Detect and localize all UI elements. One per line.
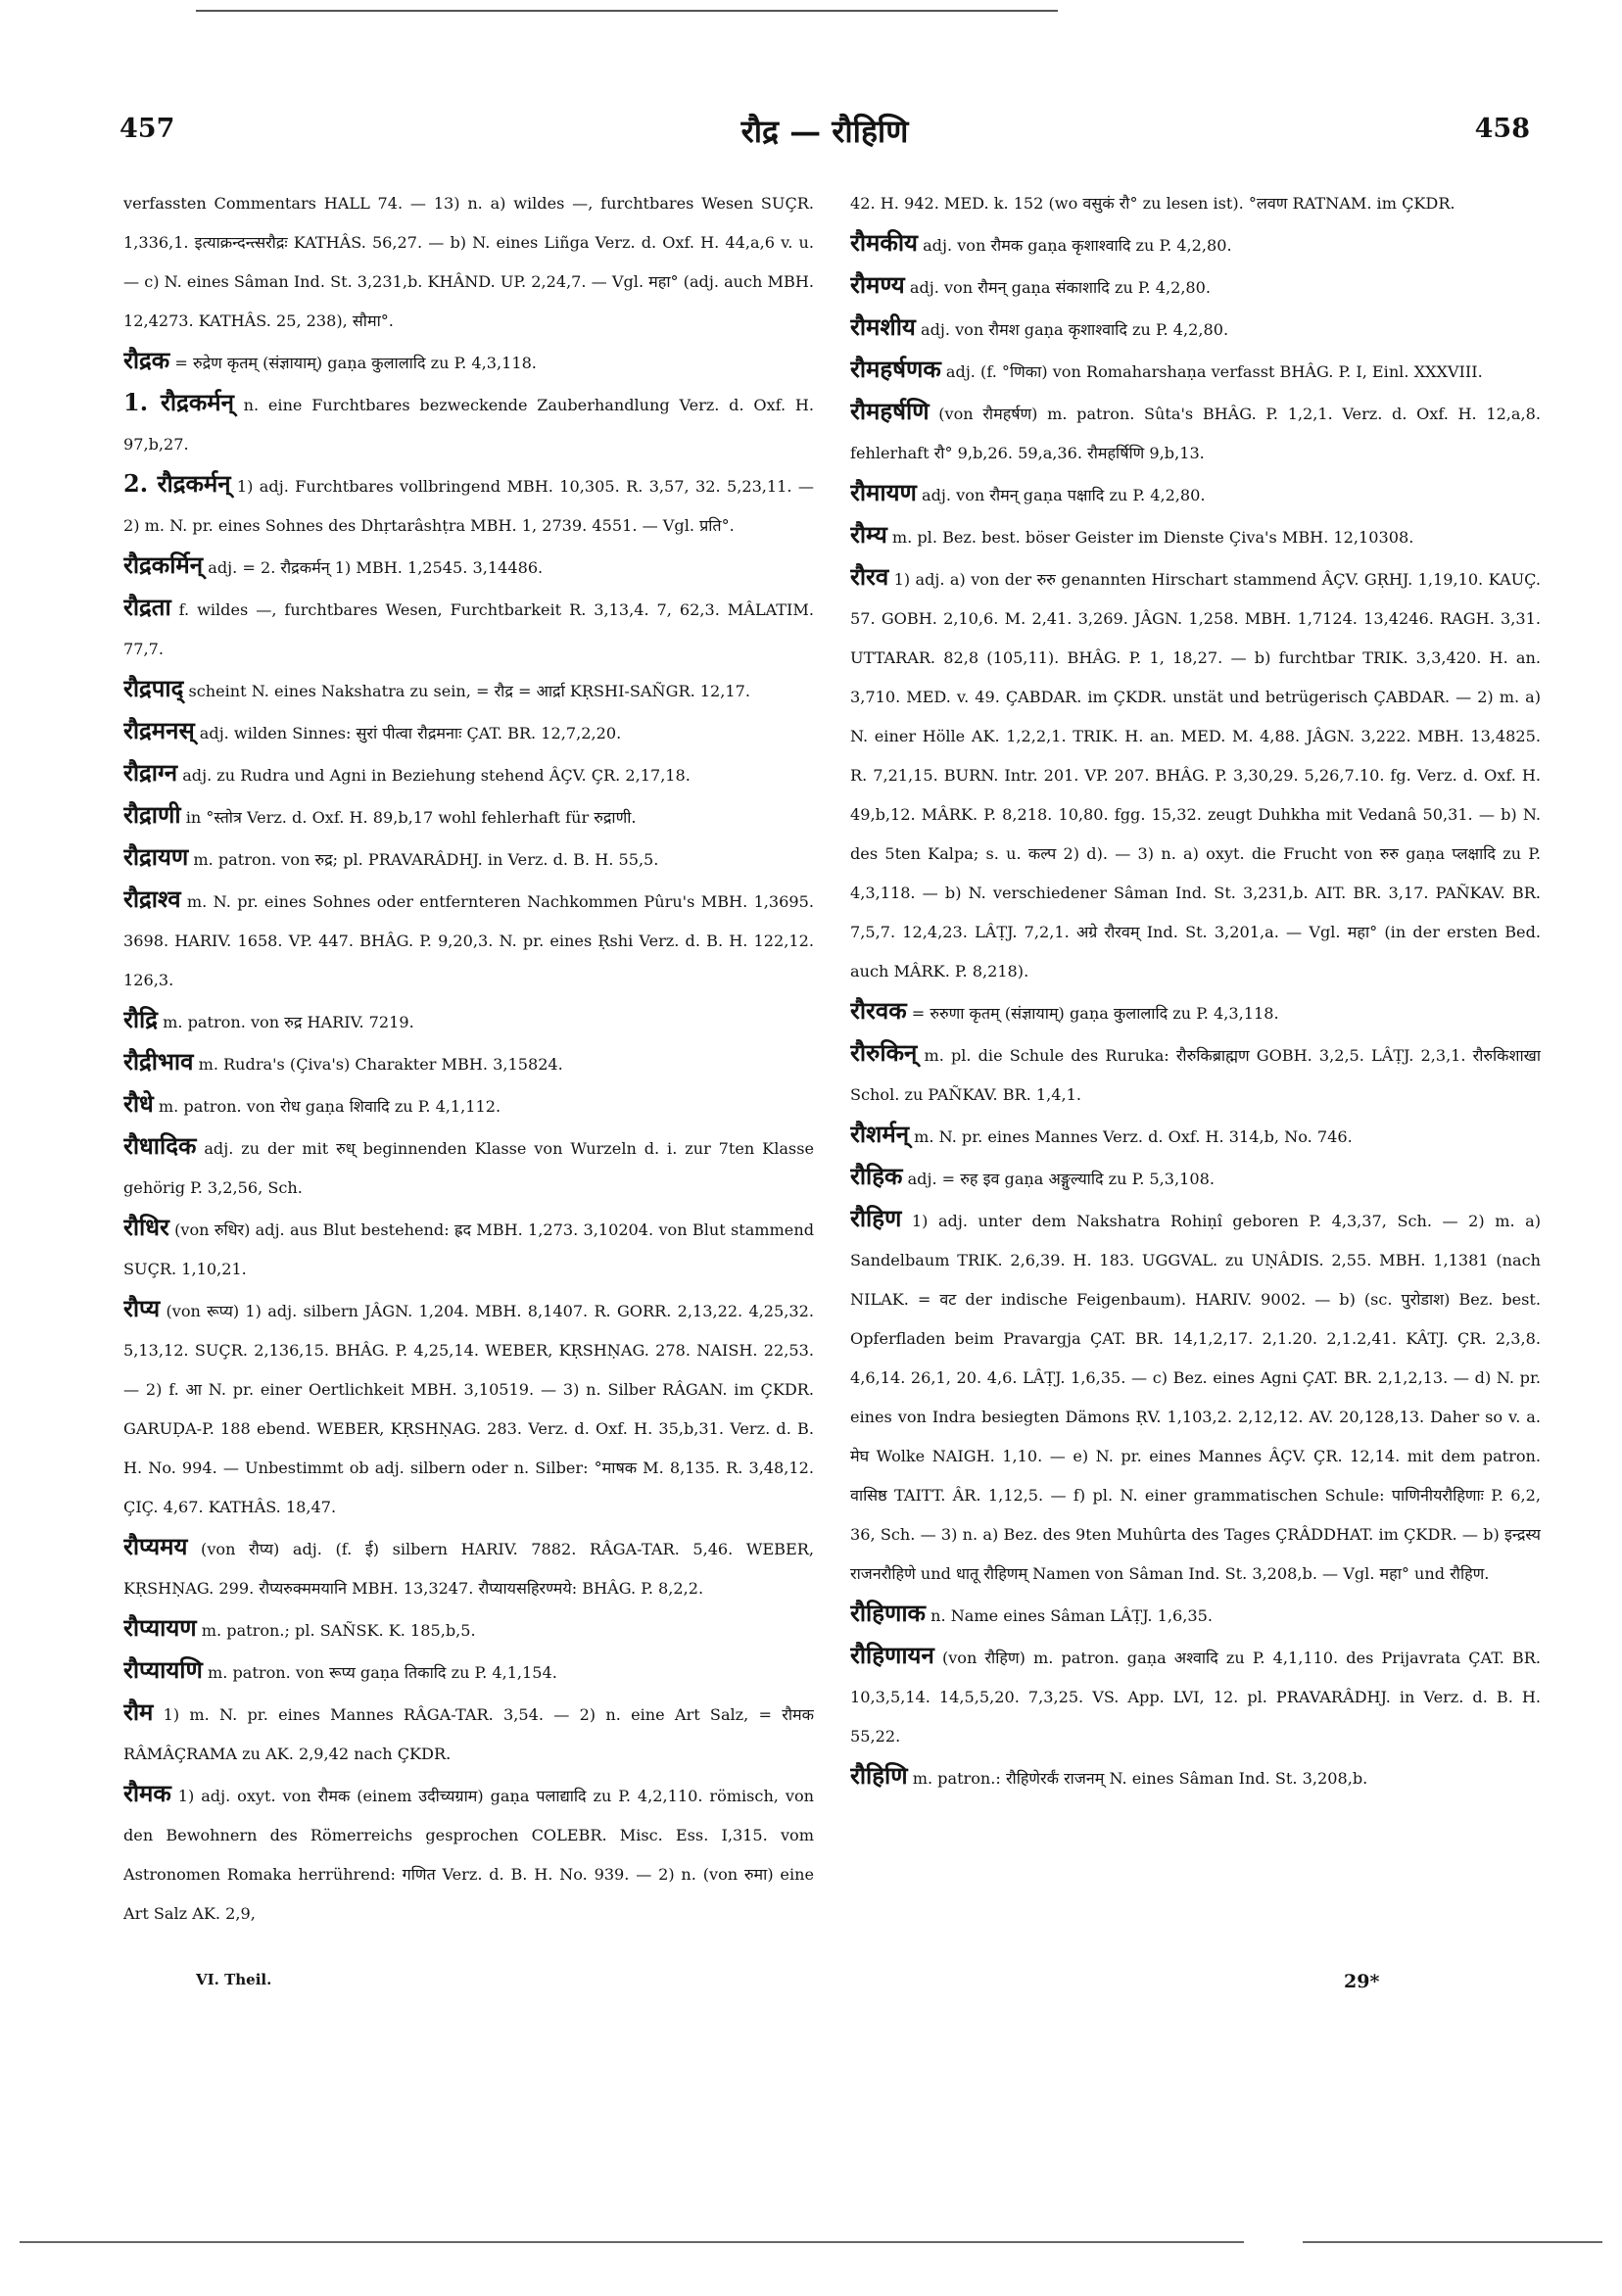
headword: रौद्रीभाव [123,1047,194,1076]
entry-text: m. pl. Bez. best. böser Geister im Dienste Çiva's MBH. 12,10308. [891,528,1414,547]
headword: रौमायण [850,478,917,506]
entry-text: adj. = 2. रौद्रकर्मन् 1) MBH. 1,2545. 3,14486. [208,558,544,577]
headword: रौहिण [850,1204,902,1232]
sheet-signature: VI. Theil. [196,1971,272,1988]
dictionary-entry [850,350,1541,392]
entry-text: m. patron.; pl. SAÑSK. K. 185,b,5. [201,1621,476,1640]
entry-text: (von रौमहर्षण) m. patron. Sûta's BHÂG. P. 1,2,1. Verz. d. Oxf. H. 12,a,8. fehlerhaft रौ° 9,b,26. 59,a,36. रौमहर्षिणि 9,b,13. [850,405,1541,462]
dictionary-entry [123,1084,814,1126]
dictionary-entry [850,1115,1541,1157]
entry-text: m. pl. die Schule des Ruruka: रौरुकिब्राह्मण GOBH. 3,2,5. LÂṬJ. 2,3,1. रौरुकिशाखा Schol. zu PAÑKAV. BR. 1,4,1. [850,1046,1541,1104]
headword: रौद्राश्व [123,885,181,913]
dictionary-entry [850,392,1541,473]
dictionary-entry [123,1042,814,1084]
dictionary-entry [123,711,814,753]
bottom-rule-right [1303,2241,1602,2243]
headword: रौरुकिन् [850,1038,918,1067]
dictionary-entry [123,1693,814,1774]
dictionary-entry [123,1527,814,1608]
headword: रौमकीय [850,228,918,257]
entry-text: m. patron. von रुद्र HARIV. 7219. [163,1013,414,1031]
entry-text: adj. von रौमन् gaṇa संकाशादि zu P. 4,2,80. [909,278,1212,297]
headword: रौप्यायण [123,1613,197,1642]
entry-text: m. N. pr. eines Sohnes oder entfernteren Nachkommen Pûru's MBH. 1,3695. 3698. HARIV. 1658. VP. 447. BHÂG. P. 9,20,3. N. pr. eines Ṛshi Verz. d. B. H. 122,12. 126,3. [123,892,814,989]
entry-text: 42. H. 942. MED. k. 152 (wo वसुकं रौ° zu lesen ist). °लवण RATNAM. im ÇKDR. [850,194,1455,213]
entry-text: 1) adj. oxyt. von रौमक (einem उदीच्यग्राम) gaṇa पलाद्यादि zu P. 4,2,110. römisch, von den Bewohnern des Römerreichs gesprochen COLEBR. Misc. Ess. I,315. vom Astronomen Romaka herrührend: गणित Verz. d. B. H. No. 939. — 2) n. (von रुमा) eine Art Salz AK. 2,9, [123,1787,814,1923]
entry-text: adj. zu der mit रुध् beginnenden Klasse von Wurzeln d. i. zur 7ten Klasse gehörig P. 3,2,56, Sch. [123,1139,814,1197]
bottom-rule-left [20,2241,1244,2243]
page-number-left: 457 [119,114,175,144]
dictionary-entry [850,1756,1541,1798]
dictionary-entry [123,1208,814,1289]
entry-text: m. patron. von रूप्य gaṇa तिकादि zu P. 4,1,154. [208,1663,557,1682]
dictionary-entry [850,1157,1541,1199]
dictionary-entry [123,1774,814,1934]
headword: रौधिर [123,1213,169,1241]
entry-text: n. Name eines Sâman LÂṬJ. 1,6,35. [930,1606,1213,1625]
dictionary-entry [123,837,814,880]
dictionary-entry [123,1650,814,1693]
dictionary-entry [123,588,814,669]
headword: रौमक [123,1779,171,1807]
entry-text: scheint N. eines Nakshatra zu sein, = रौद्र = आर्द्रा KṚSHI-SAÑGR. 12,17. [188,682,750,700]
dictionary-entry [850,1636,1541,1756]
headword: रौम्य [850,520,887,549]
entry-text: (von रूप्य) 1) adj. silbern JÂGN. 1,204. MBH. 8,1407. R. GORR. 2,13,22. 4,25,32. 5,13,12. SUÇR. 2,136,15. BHÂG. P. 4,25,14. WEBER, KṚSHṆAG. 278. NAISH. 22,53. — 2) f. आ N. pr. einer Oertlichkeit MBH. 3,10519. — 3) n. Silber RÂGAN. im ÇKDR. GARUḌA-P. 188 ebend. WEBER, KṚSHṆAG. 283. Verz. d. Oxf. H. 35,b,31. Verz. d. B. H. No. 994. — Unbestimmt ob adj. silbern oder n. Silber: °माषक M. 8,135. R. 3,48,12. ÇIÇ. 4,67. KATHÂS. 18,47. [123,1302,814,1516]
entry-text: m. Rudra's (Çiva's) Charakter MBH. 3,15824. [198,1055,563,1074]
headword: रौरवक [850,996,907,1025]
entry-text: m. patron. von रोध gaṇa शिवादि zu P. 4,1,112. [158,1097,501,1116]
running-head: रौद्र — रौहिणि [740,113,909,150]
dictionary-entry [123,184,814,341]
dictionary-entry [850,184,1541,223]
entry-text: = रुद्रेण कृतम् (संज्ञायाम्) gaṇa कुलालादि zu P. 4,3,118. [174,354,537,372]
entry-text: 1) m. N. pr. eines Mannes RÂGA-TAR. 3,54. — 2) n. eine Art Salz, = रौमक RÂMÂÇRAMA zu AK. 2,9,42 nach ÇKDR. [123,1705,814,1763]
headword: रौहिणायन [850,1641,934,1669]
headword: रौरव [850,562,889,591]
headword: 1. रौद्रकर्मन् [123,388,234,416]
headword: रौप्य [123,1294,161,1322]
dictionary-entry [123,1126,814,1208]
entry-text: m. N. pr. eines Mannes Verz. d. Oxf. H. 314,b, No. 746. [914,1127,1353,1146]
entry-text: 1) adj. Furchtbares vollbringend MBH. 10,305. R. 3,57, 32. 5,23,11. — 2) m. N. pr. eines Sohnes des Dhṛtarâshṭra MBH. 1, 2739. 4551. — Vgl. प्रति°. [123,477,814,535]
entry-text: m. patron. von रुद्र; pl. PRAVARÂDHJ. in Verz. d. B. H. 55,5. [193,850,659,869]
dictionary-entry [850,515,1541,557]
dictionary-entry [123,795,814,837]
headword: रौमहर्षणक [850,355,941,383]
dictionary-entry [850,265,1541,308]
entry-text: f. wildes —, furchtbares Wesen, Furchtbarkeit R. 3,13,4. 7, 62,3. MÂLATIM. 77,7. [123,600,814,658]
entry-text: m. patron.: रौहिणेरर्कं राजनम् N. eines Sâman Ind. St. 3,208,b. [912,1769,1368,1788]
dictionary-entry [850,991,1541,1033]
headword: रौम [123,1698,154,1726]
entry-text: adj. zu Rudra und Agni in Beziehung stehend ÂÇV. ÇR. 2,17,18. [182,766,691,785]
entry-text: 1) adj. a) von der रुरु genannten Hirschart stammend ÂÇV. GṚHJ. 1,19,10. KAUÇ. 57. GOBH. 2,10,6. M. 2,41. 3,269. JÂGN. 1,258. MBH. 1,7124. 13,4246. RAGH. 3,31. UTTARAR. 82,8 (105,11). BHÂG. P. 1, 18,27. — b) furchtbar TRIK. 3,3,420. H. an. 3,710. MED. v. 49. ÇABDAR. im ÇKDR. unstät und betrügerisch ÇABDAR. — 2) m. a) N. einer Hölle AK. 1,2,2,1. TRIK. H. an. MED. M. 4,88. JÂGN. 3,222. MBH. 13,4825. R. 7,21,15. BURN. Intr. 201. VP. 207. BHÂG. P. 3,30,29. 5,26,7.10. fg. Verz. d. Oxf. H. 49,b,12. MÂRK. P. 8,218. 10,80. fgg. 15,32. zeugt Duhkha mit Vedanâ 50,31. — b) N. des 5ten Kalpa; s. u. कल्प 2) d). — 3) n. a) oxyt. die Frucht von रुरु gaṇa प्लक्षादि zu P. 4,3,118. — b) N. verschiedener Sâman Ind. St. 3,231,b. AIT. BR. 3,17. PAÑKAV. BR. 7,5,7. 12,4,23. LÂṬJ. 7,2,1. अग्रे रौरवम् Ind. St. 3,201,a. — Vgl. महा° (in der ersten Bed. auch MÂRK. P. 8,218). [850,570,1541,981]
dictionary-entry [850,1033,1541,1115]
entry-text: in °स्तोत्र Verz. d. Oxf. H. 89,b,17 wohl fehlerhaft für रुद्राणी. [185,808,637,827]
dictionary-entry [123,464,814,546]
headword: रौद्रायण [123,842,189,871]
dictionary-entry [850,308,1541,350]
right-column [850,184,1541,1986]
dictionary-entry [123,1608,814,1650]
dictionary-entry [123,1000,814,1042]
headword: 2. रौद्रकर्मन् [123,469,231,498]
dictionary-entry [850,557,1541,991]
headword: रौद्रकर्मिन् [123,550,204,579]
headword: रौमण्य [850,270,905,299]
headword: रौधादिक [123,1131,197,1160]
headword: रौहिक [850,1162,903,1190]
headword: रौप्यमय [123,1532,188,1560]
entry-text: 1) adj. unter dem Nakshatra Rohiṇî geboren P. 4,3,37, Sch. — 2) m. a) Sandelbaum TRIK. 2,6,39. H. 183. UGGVAL. zu UṆÂDIS. 2,55. MBH. 1,1381 (nach NILAK. = वट der indische Feigenbaum). HARIV. 9002. — b) (sc. पुरोडाश) Bez. best. Opferfladen beim Pravargja ÇAT. BR. 14,1,2,17. 2,1.20. 2,1.2,41. KÂTJ. ÇR. 2,3,8. 4,6,14. 26,1, 20. 4,6. LÂṬJ. 1,6,35. — c) Bez. eines Agni ÇAT. BR. 2,1,2,13. — d) N. pr. eines von Indra besiegten Dämons ṚV. 1,103,2. 2,12,12. AV. 20,128,13. Daher so v. a. मेघ Wolke NAIGH. 1,10. — e) N. pr. eines Mannes ÂÇV. ÇR. 12,14. mit dem patron. वासिष्ठ TAITT. ÂR. 1,12,5. — f) pl. N. einer grammatischen Schule: पाणिनीयरौहिणाः P. 6,2, 36, Sch. — 3) n. a) Bez. des 9ten Muhûrta des Tages ÇRÂDDHAT. im ÇKDR. — b) इन्द्रस्य राजनरौहिणे und धातू रौहिणम् Namen von Sâman Ind. St. 3,208,b. — Vgl. महा° und रौहिण. [850,1212,1541,1583]
headword: रौद्रि [123,1005,158,1033]
headword: रौद्राणी [123,800,181,829]
headword: रौद्रपाद् [123,674,184,702]
headword: रौद्रता [123,593,171,621]
dictionary-entry [123,753,814,795]
page-header [119,110,1530,159]
headword: रौहिणि [850,1761,908,1790]
dictionary-entry [850,223,1541,265]
entry-text: adj. von रौमक gaṇa कृशाश्वादि zu P. 4,2,80. [923,236,1232,255]
headword: रौधे [123,1089,154,1118]
dictionary-entry [850,1199,1541,1594]
dictionary-entry [123,880,814,1000]
headword: रौद्रक [123,346,170,374]
headword: रौशर्मन् [850,1120,910,1148]
headword: रौमहर्षणि [850,397,930,425]
entry-text: adj. (f. °णिका) von Romaharshaṇa verfasst BHÂG. P. I, Einl. XXXVIII. [945,362,1483,381]
entry-text: verfassten Commentars HALL 74. — 13) n. a) wildes —, furchtbares Wesen SUÇR. 1,336,1. इत्याक्रन्दन्त्सरौद्रः KATHÂS. 56,27. — b) N. eines Liñga Verz. d. Oxf. H. 44,a,6 v. u. — c) N. eines Sâman Ind. St. 3,231,b. KHÂND. UP. 2,24,7. — Vgl. महा° (adj. auch MBH. 12,4273. KATHÂS. 25, 238), सौमा°. [123,194,814,330]
entry-text: adj. von रौमश gaṇa कृशाश्वादि zu P. 4,2,80. [920,320,1229,339]
sheet-number: 29* [1344,1971,1380,1992]
entry-text: = रुरुणा कृतम् (संज्ञायाम्) gaṇa कुलालादि zu P. 4,3,118. [911,1004,1279,1023]
headword: रौमशीय [850,312,916,341]
entry-text: (von रौप्य) adj. (f. ई) silbern HARIV. 7882. RÂGA-TAR. 5,46. WEBER, KṚSHṆAG. 299. रौप्यरुक्ममयानि MBH. 13,3247. रौप्यायसहिरण्मये: BHÂG. P. 8,2,2. [123,1540,814,1598]
entry-text: adj. wilden Sinnes: सुरां पीत्वा रौद्रमनाः ÇAT. BR. 12,7,2,20. [199,724,622,742]
entry-text: n. eine Furchtbares bezweckende Zauberhandlung Verz. d. Oxf. H. 97,b,27. [123,396,814,454]
dictionary-entry [850,1594,1541,1636]
dictionary-entry [123,341,814,383]
entry-text: (von रुधिर) adj. aus Blut bestehend: ह्रद MBH. 1,273. 3,10204. von Blut stammend SUÇR. 1,10,21. [123,1220,814,1278]
headword: रौहिणाक [850,1599,926,1627]
page-number-right: 458 [1474,114,1530,144]
entry-text: adj. von रौमन् gaṇa पक्षादि zu P. 4,2,80. [922,486,1206,504]
left-column [123,184,814,1986]
headword: रौप्यायणि [123,1655,203,1684]
headword: रौद्रमनस् [123,716,195,744]
headword: रौद्राग्न [123,758,178,787]
top-rule [196,10,1058,12]
dictionary-entry [123,546,814,588]
dictionary-entry [123,669,814,711]
dictionary-entry [123,383,814,464]
entry-text: adj. = रुह इव gaṇa अङ्गुल्यादि zu P. 5,3,108. [907,1170,1215,1188]
dictionary-entry [123,1289,814,1527]
entry-text: (von रौहिण) m. patron. gaṇa अश्वादि zu P. 4,1,110. des Prijavrata ÇAT. BR. 10,3,5,14. 14,5,5,20. 7,3,25. VS. App. LVI, 12. pl. PRAVARÂDHJ. in Verz. d. B. H. 55,22. [850,1649,1541,1746]
dictionary-entry [850,473,1541,515]
